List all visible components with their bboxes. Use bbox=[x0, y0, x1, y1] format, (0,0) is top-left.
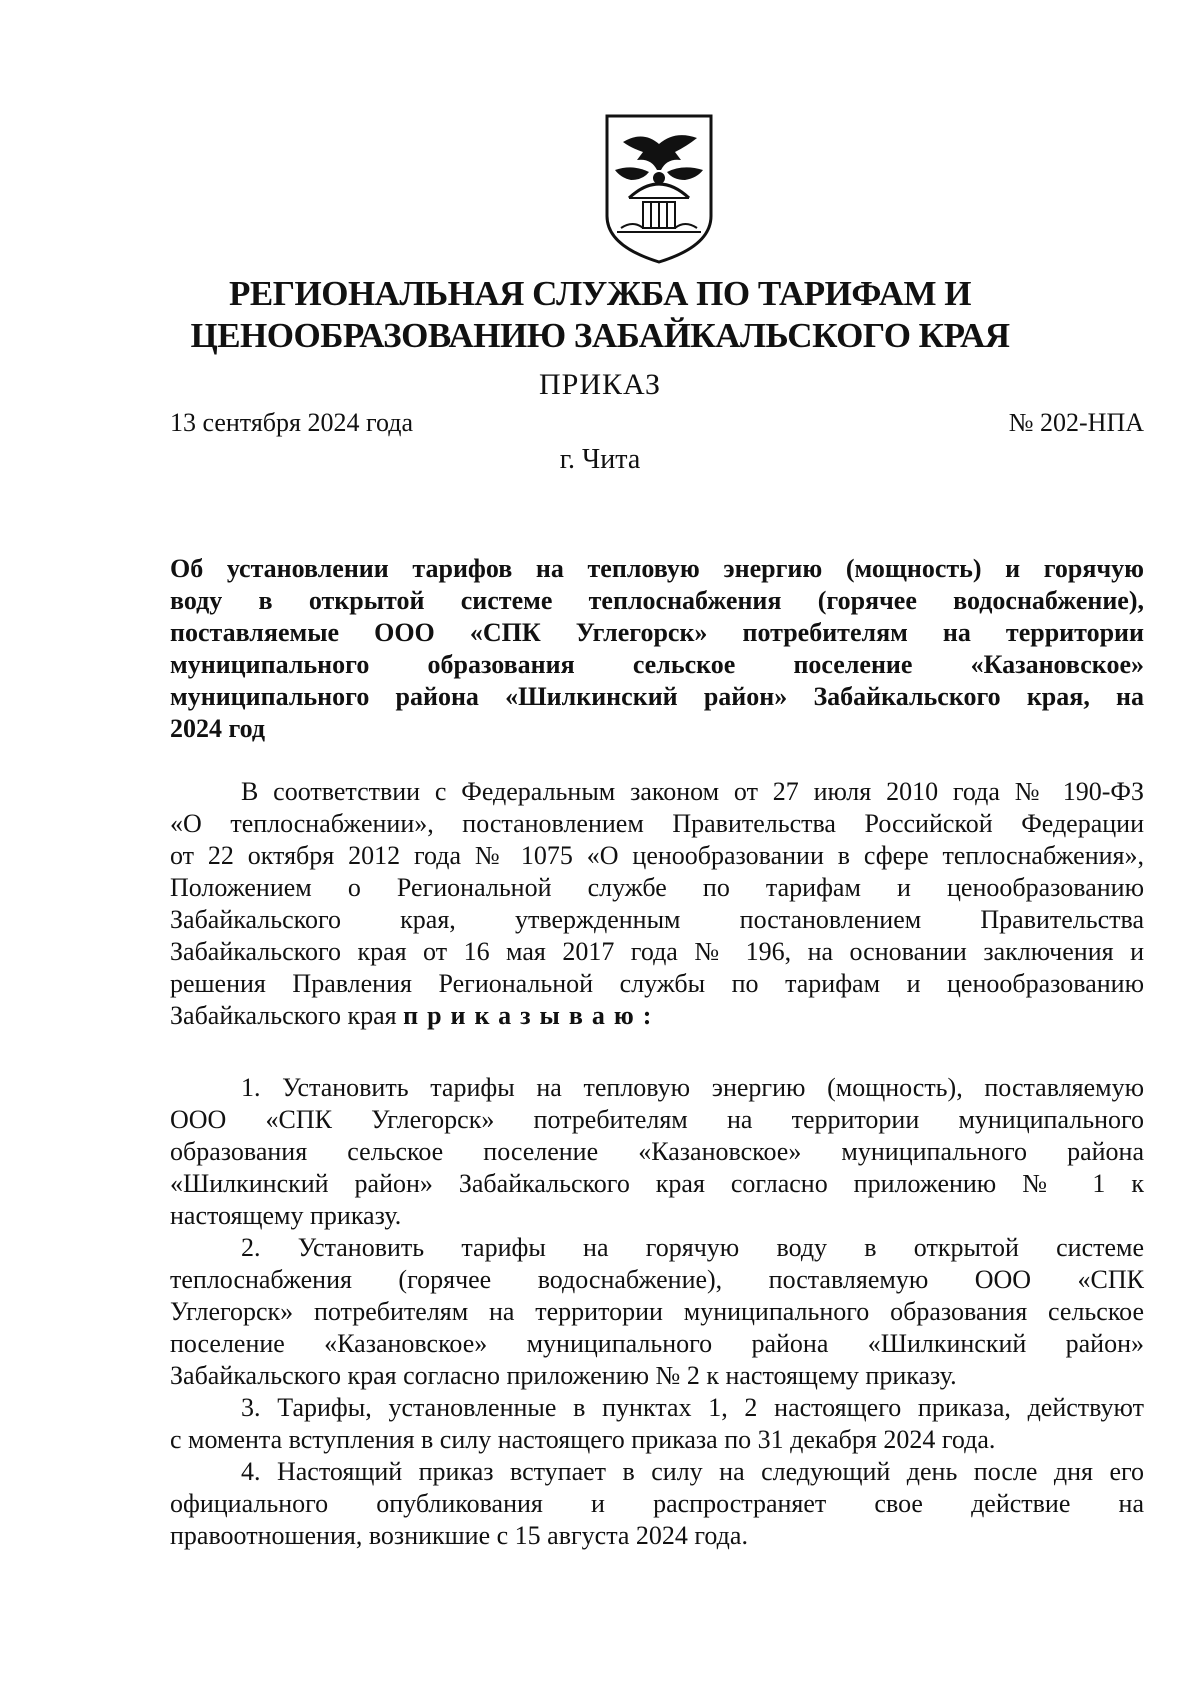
title-line: 2024 год bbox=[170, 714, 266, 743]
title-line: поставляемые ООО «СПК Углегорск» потребителям на территории bbox=[170, 618, 1144, 647]
paragraph-line: официального опубликования и распространяет свое действие на bbox=[170, 1489, 1144, 1518]
paragraph-line: 1. Установить тарифы на тепловую энергию (мощность), поставляемую bbox=[241, 1073, 1144, 1102]
paragraph-line: Забайкальского края, утвержденным постановлением Правительства bbox=[170, 905, 1144, 934]
paragraph-line: В соответствии с Федеральным законом от 27 июля 2010 года № 190-ФЗ bbox=[241, 777, 1144, 806]
title-line: Об установлении тарифов на тепловую энергию (мощность) и горячую bbox=[170, 554, 1144, 583]
order-item-1 bbox=[170, 1072, 1144, 1232]
paragraph-line: Забайкальского края от 16 мая 2017 года № 196, на основании заключения и bbox=[170, 937, 1144, 966]
paragraph-line: Положением о Региональной службе по тарифам и ценообразованию bbox=[170, 873, 1144, 902]
order-item-3 bbox=[170, 1392, 1144, 1456]
order-item-4 bbox=[170, 1456, 1144, 1552]
document-city: г. Чита bbox=[559, 444, 641, 475]
paragraph-line: «О теплоснабжении», постановлением Правительства Российской Федерации bbox=[170, 809, 1144, 838]
paragraph-line: Забайкальского края согласно приложению № 2 к настоящему приказу. bbox=[170, 1361, 957, 1390]
preamble-paragraph bbox=[170, 776, 1144, 1032]
document-date: 13 сентября 2024 года bbox=[170, 408, 414, 437]
paragraph-line: теплоснабжения (горячее водоснабжение), поставляемую ООО «СПК bbox=[170, 1265, 1144, 1294]
title-line: муниципального образования сельское поселение «Казановское» bbox=[170, 650, 1144, 679]
coat-of-arms-emblem bbox=[603, 112, 715, 264]
paragraph-line: образования сельское поселение «Казановское» муниципального района bbox=[170, 1137, 1144, 1166]
paragraph-line bbox=[170, 1000, 1144, 1032]
paragraph-line: «Шилкинский район» Забайкальского края согласно приложению № 1 к bbox=[170, 1169, 1144, 1198]
paragraph-line: правоотношения, возникшие с 15 августа 2024 года. bbox=[170, 1521, 748, 1550]
organization-name-line-2: ЦЕНООБРАЗОВАНИЮ ЗАБАЙКАЛЬСКОГО КРАЯ bbox=[190, 316, 1010, 355]
paragraph-line: ООО «СПК Углегорск» потребителям на территории муниципального bbox=[170, 1105, 1144, 1134]
order-item-2 bbox=[170, 1232, 1144, 1392]
paragraph-line: поселение «Казановское» муниципального района «Шилкинский район» bbox=[170, 1329, 1144, 1358]
title-line: муниципального района «Шилкинский район» Забайкальского края, на bbox=[170, 682, 1144, 711]
paragraph-line: 4. Настоящий приказ вступает в силу на следующий день после дня его bbox=[241, 1457, 1144, 1486]
paragraph-line: с момента вступления в силу настоящего приказа по 31 декабря 2024 года. bbox=[170, 1425, 996, 1454]
title-line: воду в открытой системе теплоснабжения (горячее водоснабжение), bbox=[170, 586, 1144, 615]
paragraph-line: 2. Установить тарифы на горячую воду в открытой системе bbox=[241, 1233, 1144, 1262]
organization-name-line-1: РЕГИОНАЛЬНАЯ СЛУЖБА ПО ТАРИФАМ И bbox=[229, 274, 971, 313]
document-number: № 202-НПА bbox=[1008, 408, 1144, 437]
document-title bbox=[170, 553, 1144, 745]
order-directive: приказываю: bbox=[403, 1001, 661, 1030]
paragraph-text: Забайкальского края bbox=[170, 1001, 404, 1030]
paragraph-line: от 22 октября 2012 года № 1075 «О ценообразовании в сфере теплоснабжения», bbox=[170, 841, 1144, 870]
document-type: ПРИКАЗ bbox=[539, 368, 661, 401]
paragraph-line: решения Правления Региональной службы по тарифам и ценообразованию bbox=[170, 969, 1144, 998]
paragraph-line: настоящему приказу. bbox=[170, 1201, 402, 1230]
paragraph-line: Углегорск» потребителям на территории муниципального образования сельское bbox=[170, 1297, 1144, 1326]
paragraph-line: 3. Тарифы, установленные в пунктах 1, 2 настоящего приказа, действуют bbox=[241, 1393, 1144, 1422]
